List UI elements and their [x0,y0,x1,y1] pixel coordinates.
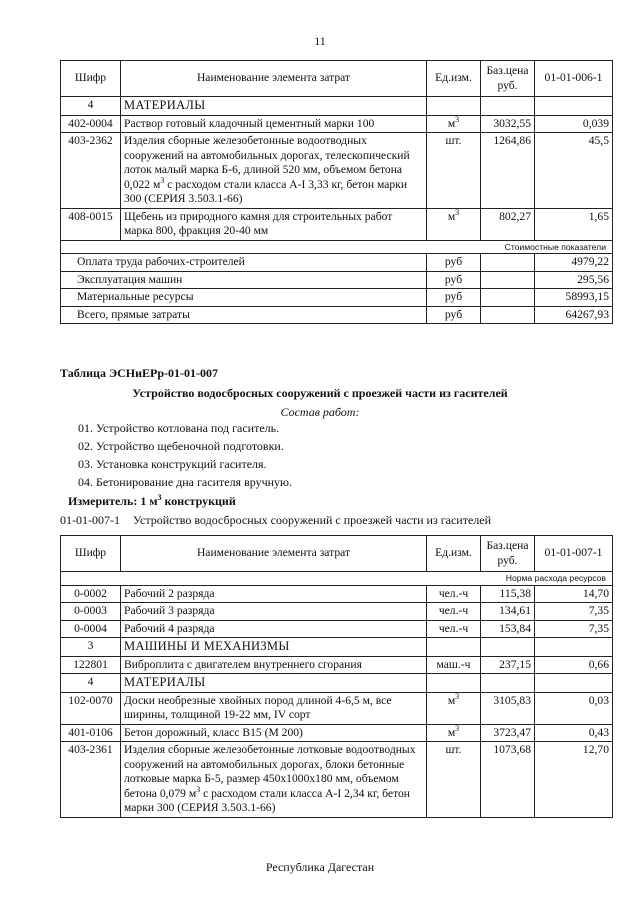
row-code: 122801 [61,656,121,673]
page-number: 11 [314,34,326,48]
row-unit: шт. [427,742,481,817]
work-item: 04. Бетонирование дна гасителя вручную. [78,475,293,489]
row-value: 45,5 [535,133,613,208]
row-unit: чел.-ч [427,585,481,602]
resource-table-2 [60,535,613,818]
header-unit: Ед.изм. [427,536,481,572]
row-price: 1264,86 [481,133,535,208]
row-code: 403-2362 [61,133,121,208]
header-code: Шифр [61,61,121,97]
total-name: Всего, прямые затраты [61,306,427,323]
table-row [61,692,613,724]
row-unit: $м^3$ [427,692,481,724]
table-row [61,656,613,673]
cost-indicators-label: Стоимостные показатели [61,240,613,254]
row-value: 0,03 [535,692,613,724]
table-row [61,724,613,741]
row-unit: $м^3$ [427,208,481,240]
row-unit: шт. [427,133,481,208]
row-unit: $м^3$ [427,115,481,132]
row-name: Доски необрезные хвойных пород длиной 4-6,5 м, все ширины, толщиной 19-22 мм, IV сорт [121,692,427,724]
total-unit: руб [427,254,481,271]
row-unit: чел.-ч [427,620,481,637]
row-code: 403-2361 [61,742,121,817]
header-name: Наименование элемента затрат [121,536,427,572]
total-unit: руб [427,289,481,306]
table-row [61,603,613,620]
row-value: 14,70 [535,585,613,602]
row-price: 3032,55 [481,115,535,132]
table-heading: Устройство водосбросных сооружений с проезжей части из гасителей [132,386,508,400]
total-row [61,306,613,323]
section-row [61,674,613,693]
row-value: 0,66 [535,656,613,673]
row-name: Изделия сборные железобетонные лотковые водоотводных сооружений на автомобильных дорогах, блоки бетонные лотковые марка Б-5, размер 450х1000х180 мм, объемом бетона 0,079 $м^3$ с расходом стали класса А-I 2,34 кг, бетон марки 300 (СЕРИЯ 3.503.1-66) [121,742,427,817]
total-name: Оплата труда рабочих-строителей [61,254,427,271]
row-value: 0,43 [535,724,613,741]
total-name: Эксплуатация машин [61,271,427,288]
page-footer: Республика Дагестан [265,860,375,874]
total-name: Материальные ресурсы [61,289,427,306]
norm-row [61,572,613,586]
header-price: Баз.цена руб. [481,536,535,572]
work-item: 01. Устройство котлована под гаситель. [78,421,280,435]
row-value: 1,65 [535,208,613,240]
row-code: 0-0004 [61,620,121,637]
section-num: 4 [61,97,121,116]
row-value: 12,70 [535,742,613,817]
row-name: Виброплита с двигателем внутреннего сгорания [121,656,427,673]
norm-label: Норма расхода ресурсов [121,572,613,586]
header-unit: Ед.изм. [427,61,481,97]
row-unit: маш.-ч [427,656,481,673]
row-code: 408-0015 [61,208,121,240]
section-title: МАШИНЫ И МЕХАНИЗМЫ [121,638,427,657]
row-unit: чел.-ч [427,603,481,620]
table-row [61,133,613,208]
resource-table-1 [60,60,613,324]
row-price: 237,15 [481,656,535,673]
header-code: Шифр [61,536,121,572]
header-price: Баз.цена руб. [481,61,535,97]
row-name: Изделия сборные железобетонные водоотводных сооружений на автомобильных дорогах, телескопический лоток малый марка Б-6, длиной 520 мм, объемом бетона 0,022 $м^3$ с расходом стали класса А-I 3,33 кг, бетон марки 300 (СЕРИЯ 3.503.1-66) [121,133,427,208]
row-code: 0-0002 [61,585,121,602]
row-value: 0,039 [535,115,613,132]
cost-indicators-row [61,240,613,254]
row-price: 3105,83 [481,692,535,724]
table-row [61,115,613,132]
row-value: 7,35 [535,620,613,637]
section-row [61,638,613,657]
total-row [61,254,613,271]
rate-line [60,513,491,528]
total-value: 58993,15 [535,289,613,306]
row-price: 3723,47 [481,724,535,741]
total-value: 64267,93 [535,306,613,323]
total-row [61,271,613,288]
table-title: Таблица ЭСНиЕРр-01-01-007 [60,366,219,380]
section-title: МАТЕРИАЛЫ [121,674,427,693]
row-name: Раствор готовый кладочный цементный марки 100 [121,115,427,132]
row-code: 401-0106 [61,724,121,741]
row-code: 102-0070 [61,692,121,724]
rate-line-name: Устройство водосбросных сооружений с проезжей части из гасителей [133,513,492,527]
section-num: 4 [61,674,121,693]
header-rate-code: 01-01-006-1 [535,61,613,97]
total-value: 4979,22 [535,254,613,271]
row-price: 153,84 [481,620,535,637]
row-name: Щебень из природного камня для строительных работ марка 800, фракция 20-40 мм [121,208,427,240]
table-row [61,208,613,240]
total-unit: руб [427,271,481,288]
section-title: МАТЕРИАЛЫ [121,97,427,116]
section-row [61,97,613,116]
row-name: Бетон дорожный, класс В15 (М 200) [121,724,427,741]
row-name: Рабочий 2 разряда [121,585,427,602]
row-price: 115,38 [481,585,535,602]
table-row [61,742,613,817]
rate-line-code: 01-01-007-1 [60,513,120,527]
header-rate-code: 01-01-007-1 [535,536,613,572]
row-unit: $м^3$ [427,724,481,741]
total-unit: руб [427,306,481,323]
row-price: 134,61 [481,603,535,620]
header-name: Наименование элемента затрат [121,61,427,97]
section-num: 3 [61,638,121,657]
measure-unit: Измеритель: 1 $м^3$ конструкций [68,493,236,508]
work-item: 03. Установка конструкций гасителя. [78,457,267,471]
row-price: 802,27 [481,208,535,240]
row-name: Рабочий 4 разряда [121,620,427,637]
row-value: 7,35 [535,603,613,620]
total-value: 295,56 [535,271,613,288]
row-price: 1073,68 [481,742,535,817]
works-title: Состав работ: [280,405,360,419]
row-name: Рабочий 3 разряда [121,603,427,620]
row-code: 402-0004 [61,115,121,132]
work-item: 02. Устройство щебеночной подготовки. [78,439,284,453]
table-row [61,585,613,602]
table-row [61,620,613,637]
total-row [61,289,613,306]
row-code: 0-0003 [61,603,121,620]
